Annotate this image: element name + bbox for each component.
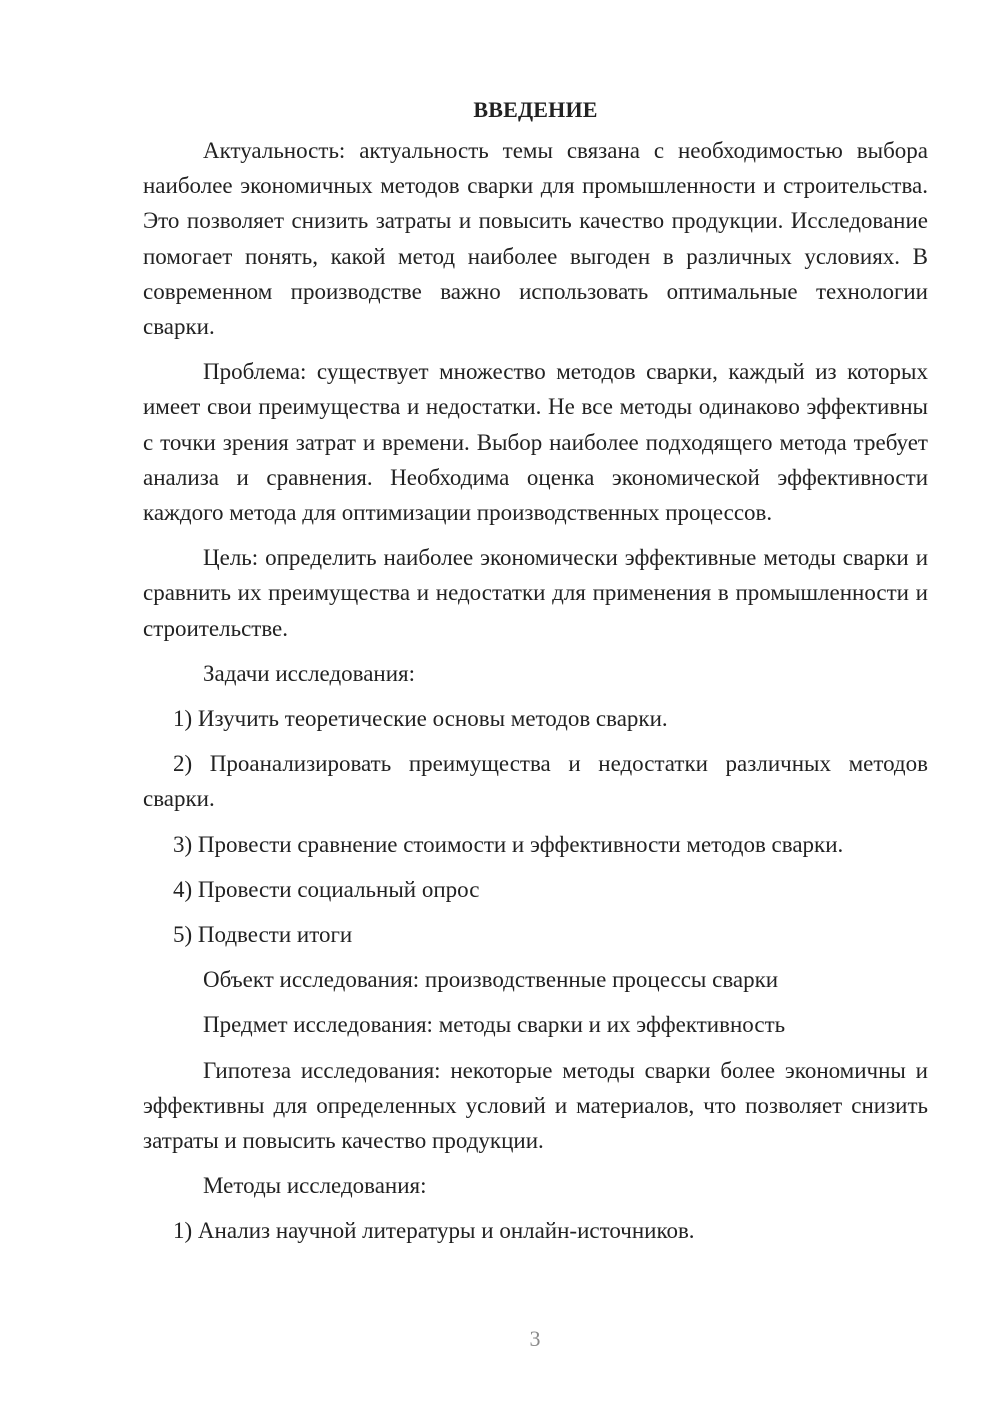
goal-paragraph: Цель: определить наиболее экономически эффективные методы сварки и сравнить их преимущества и недостатки для применения в промышленности и строительстве. <box>143 545 928 641</box>
relevance-paragraph: Актуальность: актуальность темы связана с необходимостью выбора наиболее экономичных методов сварки для промышленности и строительства. Это позволяет снизить затраты и повысить качество продукции. Исследование помогает понять, какой метод наиболее выгоден в различных условиях. В современном производстве важно использовать оптимальные технологии сварки. <box>143 138 928 340</box>
subject-paragraph: Предмет исследования: методы сварки и их эффективность <box>203 1012 786 1038</box>
problem-paragraph: Проблема: существует множество методов сварки, каждый из которых имеет свои преимущества и недостатки. Не все методы одинаково эффективны с точки зрения затрат и времени. Выбор наиболее подходящего метода требует анализа и сравнения. Необходима оценка экономической эффективности каждого метода для оптимизации производственных процессов. <box>143 359 928 526</box>
tasks-heading: Задачи исследования: <box>203 660 416 686</box>
task-item: 3) Провести сравнение стоимости и эффективности методов сварки. <box>173 831 844 857</box>
task-item: 4) Провести социальный опрос <box>173 876 480 902</box>
object-paragraph: Объект исследования: производственные процессы сварки <box>203 967 779 993</box>
methods-heading: Методы исследования: <box>203 1173 427 1199</box>
page-title: ВВЕДЕНИЕ <box>473 97 598 122</box>
task-item: 5) Подвести итоги <box>173 922 353 948</box>
task-item: 2) Проанализировать преимущества и недостатки различных методов сварки. <box>143 751 928 812</box>
page-number: 3 <box>529 1326 541 1351</box>
hypothesis-paragraph: Гипотеза исследования: некоторые методы сварки более экономичны и эффективны для определенных условий и материалов, что позволяет снизить затраты и повысить качество продукции. <box>143 1057 928 1154</box>
task-item: 1) Изучить теоретические основы методов сварки. <box>173 706 668 732</box>
page-content <box>143 92 928 1249</box>
method-item: 1) Анализ научной литературы и онлайн-источников. <box>173 1218 695 1244</box>
